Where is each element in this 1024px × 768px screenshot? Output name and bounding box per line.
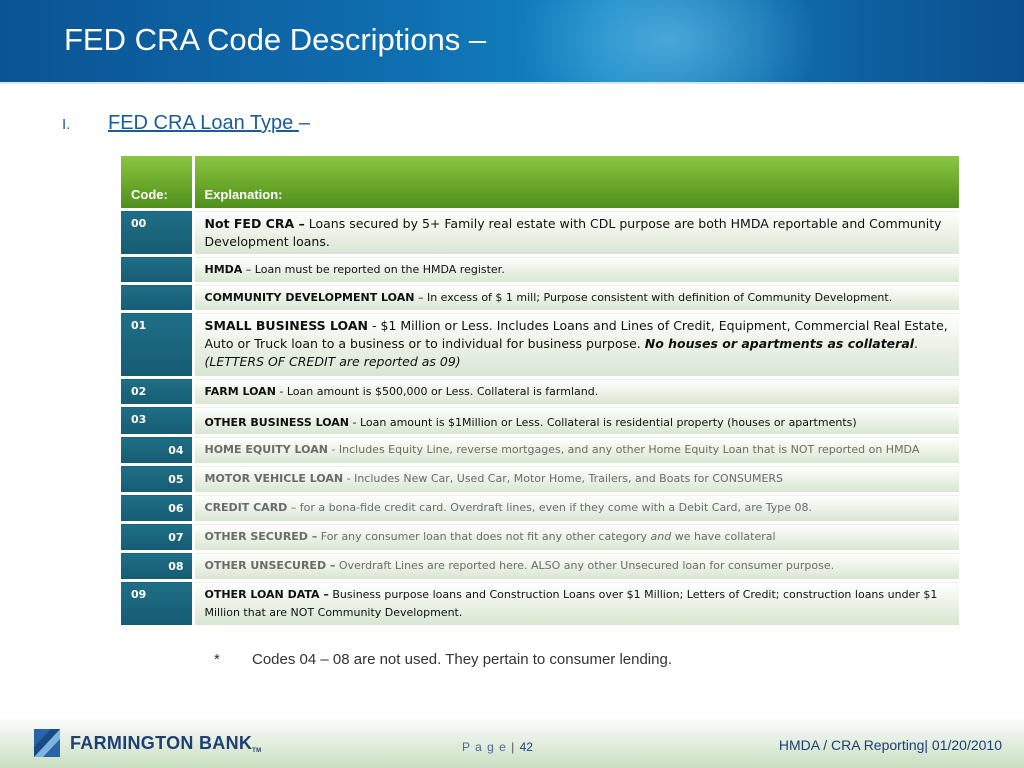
row-description: - Loan amount is $1Million or Less. Collateral is residential property (houses or apartments) [349,416,857,429]
section-number: I. [62,116,71,133]
row-term: MOTOR VEHICLE LOAN [204,472,344,485]
loan-type-table [121,156,959,625]
row-term: CREDIT CARD [204,501,288,514]
row-term: HOME EQUITY LOAN [204,443,328,456]
row-code: 01 [121,312,193,378]
row-description: Overdraft Lines are reported here. ALSO any other Unsecured loan for consumer purpose. [335,559,835,572]
row-description: – for a bona-fide credit card. Overdraft lines, even if they come with a Debit Card, are Type 08. [287,501,813,514]
table-row [121,581,959,625]
table-row [121,436,959,465]
footnote-marker: * [214,651,220,668]
row-description: - $1 Million or Less. Includes Loans and Lines of Credit, Equipment, Commercial Real Estate, Auto or Truck loan to a business or to individual for business purpose. [204,318,948,351]
row-explanation [193,210,959,256]
row-explanation [193,406,959,436]
table-row [121,312,959,378]
slide-footer [0,716,1024,768]
table-row [121,284,959,312]
page-label: P a g e [462,740,507,754]
row-explanation [193,378,959,406]
row-description: - Includes New Car, Used Car, Motor Home, Trailers, and Boats for CONSUMERS [343,472,784,485]
table-row [121,494,959,523]
row-code: 02 [121,378,193,406]
trademark-mark: TM [252,748,262,754]
header-glow [520,0,820,82]
row-emphasis: and [650,530,672,543]
table-row [121,523,959,552]
row-explanation [193,552,959,581]
row-description: - Includes Equity Line, reverse mortgages, and any other Home Equity Loan that is NOT reported on HMDA [327,443,920,456]
row-note: (LETTERS OF CREDIT are reported as 09) [204,354,461,369]
row-term: Not FED CRA – [204,216,305,231]
page-number [462,740,533,754]
footnote-text: Codes 04 – 08 are not used. They pertain to consumer lending. [252,651,672,668]
row-term: HMDA [204,263,243,276]
section-dash: – [298,112,310,134]
row-term: SMALL BUSINESS LOAN [204,318,368,333]
row-description: For any consumer loan that does not fit any other category [317,530,651,543]
table-row [121,406,959,436]
row-term: OTHER BUSINESS LOAN [204,416,349,429]
row-explanation [193,256,959,284]
row-explanation [193,494,959,523]
page-separator: | [506,740,520,754]
row-code: 03 [121,406,193,436]
table-header-row [121,156,959,210]
table-row [121,256,959,284]
row-description: – In excess of $ 1 mill; Purpose consistent with definition of Community Development. [414,291,893,304]
row-tail: . [914,336,919,351]
bank-name [70,733,261,754]
row-code: 06 [121,494,193,523]
section-title: FED CRA Loan Type [108,112,299,134]
row-code [121,284,193,312]
row-code [121,256,193,284]
farmington-logo-icon [34,729,60,757]
footnote [214,651,672,668]
row-description: – Loan must be reported on the HMDA register. [242,263,505,276]
header-divider [0,82,1024,84]
table-row [121,210,959,256]
footer-report-label: HMDA / CRA Reporting| 01/20/2010 [778,737,1002,753]
row-code: 00 [121,210,193,256]
row-description: - Loan amount is $500,000 or Less. Collateral is farmland. [275,385,599,398]
row-explanation [193,436,959,465]
table-row [121,378,959,406]
row-explanation [193,284,959,312]
table-row [121,552,959,581]
explanation-column-header: Explanation: [193,156,959,210]
row-description: Business purpose loans and Construction Loans over $1 Million; Letters of Credit; construction loans under $1 Million that are NOT Community Development. [204,588,938,619]
row-explanation [193,465,959,494]
row-code: 09 [121,581,193,625]
page-value: 42 [519,740,533,754]
row-term: OTHER LOAN DATA – [204,588,329,601]
row-explanation [193,581,959,625]
table-row [121,465,959,494]
row-description: Loans secured by 5+ Family real estate with CDL purpose are both HMDA reportable and Community Development loans. [204,216,942,249]
row-code: 05 [121,465,193,494]
code-column-header: Code: [121,156,193,210]
row-emphasis: No houses or apartments as collateral [644,336,915,351]
row-term: FARM LOAN [204,385,276,398]
row-term: COMMUNITY DEVELOPMENT LOAN [204,291,415,304]
row-term: OTHER SECURED – [204,530,318,543]
row-code: 08 [121,552,193,581]
row-code: 04 [121,436,193,465]
slide-title: FED CRA Code Descriptions – [64,22,487,57]
row-code: 07 [121,523,193,552]
section-heading [62,112,310,135]
row-term: OTHER UNSECURED – [204,559,336,572]
row-explanation [193,312,959,378]
slide-header [0,0,1024,82]
row-tail: we have collateral [671,530,776,543]
row-explanation [193,523,959,552]
bank-name-text: FARMINGTON BANK [70,733,253,753]
